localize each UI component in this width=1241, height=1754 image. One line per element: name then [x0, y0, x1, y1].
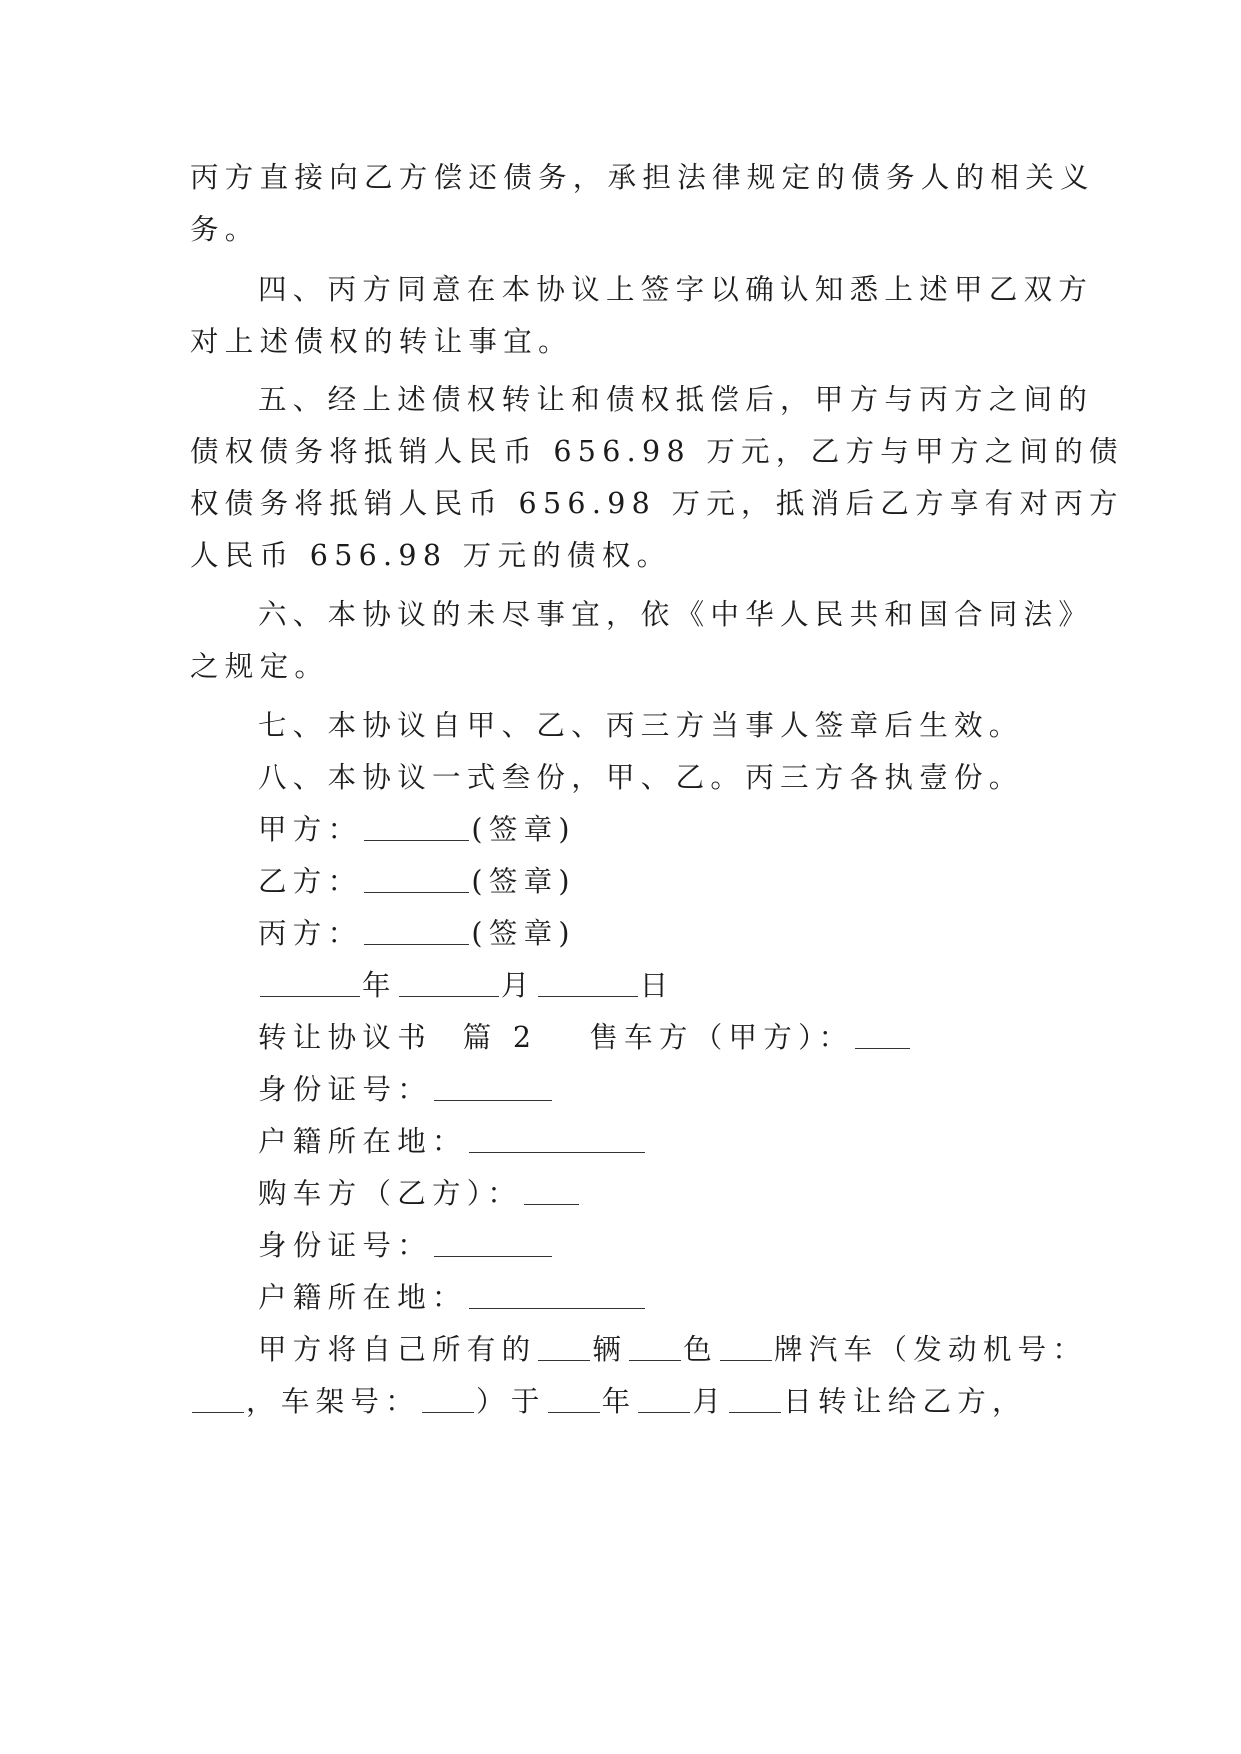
brand-car-label: 牌汽车（发动机号： — [774, 1333, 1088, 1366]
transfer-year-blank[interactable] — [548, 1384, 600, 1413]
transfer-end-text: 日转让给乙方， — [783, 1385, 1027, 1418]
party-c-signature-blank[interactable] — [364, 916, 469, 945]
color-label: 色 — [683, 1333, 719, 1366]
date-line — [258, 966, 674, 1006]
buyer-id-blank[interactable] — [434, 1228, 552, 1257]
paragraph-line: 六、本协议的未尽事宜，依《中华人民共和国合同法》 — [258, 598, 1094, 631]
party-b-label: 乙方： — [258, 865, 363, 898]
party-b-signature-blank[interactable] — [364, 864, 469, 893]
count-blank[interactable] — [538, 1332, 590, 1361]
section2-header — [258, 1018, 912, 1058]
party-a-signature-blank[interactable] — [364, 812, 469, 841]
year-label: 年 — [362, 969, 397, 1002]
buyer-residence-blank[interactable] — [469, 1280, 645, 1309]
seal-label: (签章) — [471, 813, 576, 846]
signature-party-c — [258, 914, 576, 954]
seller-id-blank[interactable] — [434, 1072, 552, 1101]
paragraph-line: 人民币 656.98 万元的债权。 — [190, 539, 672, 572]
seller-residence-line — [258, 1122, 647, 1162]
month-label: 月 — [692, 1385, 728, 1418]
color-blank[interactable] — [629, 1332, 681, 1361]
party-a-label: 甲方： — [258, 813, 363, 846]
paragraph-line: 八、本协议一式叁份，甲、乙。丙三方各执壹份。 — [258, 761, 1024, 794]
comma: ， — [246, 1385, 281, 1418]
year-blank[interactable] — [260, 968, 360, 997]
day-blank[interactable] — [538, 968, 638, 997]
paren-on-label: ）于 — [476, 1385, 546, 1418]
transfer-day-blank[interactable] — [729, 1384, 781, 1413]
residence-label: 户籍所在地： — [258, 1281, 467, 1314]
seller-label: 售车方（甲方）： — [589, 1021, 854, 1054]
seal-label: (签章) — [471, 865, 576, 898]
year-label: 年 — [601, 1385, 637, 1418]
party-c-label: 丙方： — [258, 917, 363, 950]
transfer-month-blank[interactable] — [638, 1384, 690, 1413]
paragraph-line: 对上述债权的转让事宜。 — [190, 325, 573, 358]
day-label: 日 — [639, 969, 675, 1002]
frame-label: 车架号： — [280, 1385, 421, 1418]
transfer-line-2 — [190, 1382, 1027, 1422]
paragraph-line: 五、经上述债权转让和债权抵偿后，甲方与丙方之间的 — [258, 383, 1094, 416]
buyer-blank[interactable] — [524, 1176, 579, 1205]
frame-number-blank[interactable] — [422, 1384, 474, 1413]
paragraph-line: 丙方直接向乙方偿还债务，承担法律规定的债务人的相关义 — [190, 161, 1095, 194]
id-label: 身份证号： — [258, 1229, 433, 1262]
section2-title: 转让协议书 篇 2 — [258, 1021, 538, 1054]
seller-blank[interactable] — [855, 1020, 910, 1049]
buyer-residence-line — [258, 1278, 647, 1318]
seller-id-line — [258, 1070, 554, 1110]
seal-label: (签章) — [471, 917, 576, 950]
buyer-id-line — [258, 1226, 554, 1266]
paragraph-line: 务。 — [190, 213, 260, 246]
id-label: 身份证号： — [258, 1073, 433, 1106]
signature-party-b — [258, 862, 576, 902]
transfer-text: 甲方将自己所有的 — [258, 1333, 537, 1366]
seller-residence-blank[interactable] — [469, 1124, 645, 1153]
paragraph-line: 之规定。 — [190, 650, 330, 683]
unit-label: 辆 — [592, 1333, 628, 1366]
month-label: 月 — [500, 969, 536, 1002]
brand-blank[interactable] — [720, 1332, 772, 1361]
transfer-line-1 — [258, 1330, 1087, 1370]
buyer-line — [258, 1174, 581, 1214]
paragraph-line: 债权债务将抵销人民币 656.98 万元，乙方与甲方之间的债 — [190, 435, 1124, 468]
residence-label: 户籍所在地： — [258, 1125, 467, 1158]
signature-party-a — [258, 810, 576, 850]
paragraph-line: 七、本协议自甲、乙、丙三方当事人签章后生效。 — [258, 709, 1024, 742]
paragraph-line: 权债务将抵销人民币 656.98 万元，抵消后乙方享有对丙方 — [190, 487, 1124, 520]
buyer-label: 购车方（乙方）： — [258, 1177, 523, 1210]
paragraph-line: 四、丙方同意在本协议上签字以确认知悉上述甲乙双方 — [258, 273, 1094, 306]
month-blank[interactable] — [399, 968, 499, 997]
engine-number-blank[interactable] — [192, 1384, 244, 1413]
